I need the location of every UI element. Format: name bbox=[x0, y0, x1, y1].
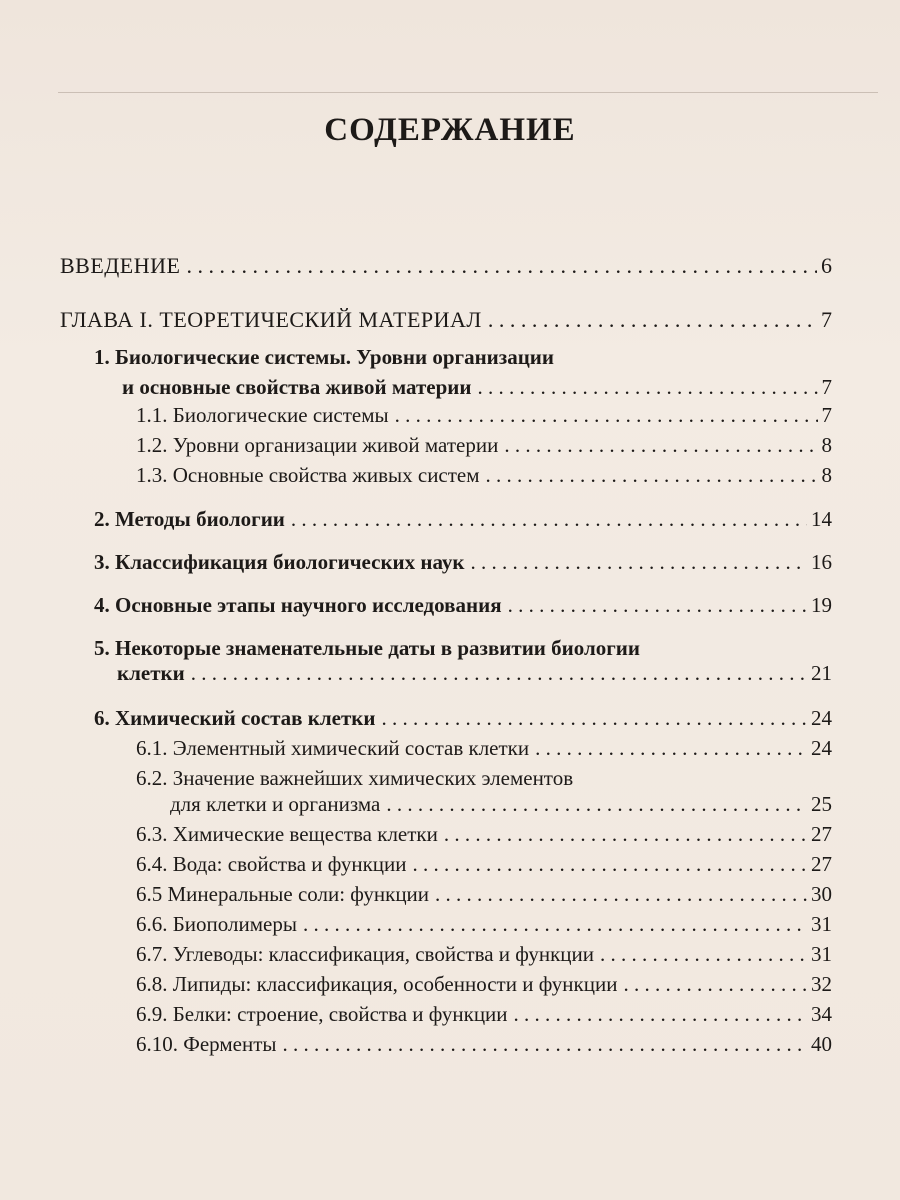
toc-page-number: 8 bbox=[821, 463, 832, 487]
toc-page-number: 16 bbox=[811, 550, 832, 574]
toc-page-number: 27 bbox=[811, 822, 832, 846]
toc-entry-label: 6.9. Белки: строение, свойства и функции bbox=[136, 1002, 508, 1026]
toc-entry-label: 6.10. Ферменты bbox=[136, 1032, 277, 1056]
toc-leader-dots bbox=[444, 822, 807, 846]
toc-entry-6-3[interactable] bbox=[60, 822, 832, 846]
toc-leader-dots bbox=[381, 706, 807, 730]
toc-entry-label: 6.5 Минеральные соли: функции bbox=[136, 882, 430, 906]
toc-entry-6-7[interactable] bbox=[60, 942, 832, 966]
running-head-rule bbox=[58, 92, 878, 93]
toc-entry-section-6[interactable] bbox=[60, 706, 832, 730]
toc-entry-6-4[interactable] bbox=[60, 852, 832, 876]
toc-entry-6-10[interactable] bbox=[60, 1032, 832, 1056]
toc-page-number: 7 bbox=[821, 375, 832, 399]
toc-entry-1-2[interactable] bbox=[60, 433, 832, 457]
toc-page-number: 31 bbox=[811, 942, 832, 966]
page-title: СОДЕРЖАНИЕ bbox=[324, 112, 576, 148]
toc-leader-dots bbox=[535, 736, 807, 760]
toc-entry-label: 6.7. Углеводы: классификация, свойства и функции bbox=[136, 942, 595, 966]
toc-entry-section-3[interactable] bbox=[60, 550, 832, 574]
toc-page-number: 32 bbox=[811, 972, 832, 996]
toc-entry-1-3[interactable] bbox=[60, 463, 832, 487]
toc-entry-label: и основные свойства живой материи bbox=[122, 375, 472, 399]
toc-leader-dots bbox=[435, 882, 807, 906]
toc-entry-6-8[interactable] bbox=[60, 972, 832, 996]
toc-entry-label: ВВЕДЕНИЕ bbox=[60, 253, 181, 278]
toc-entry-6-1[interactable] bbox=[60, 736, 832, 760]
toc-leader-dots bbox=[413, 852, 807, 876]
toc-leader-dots bbox=[186, 254, 817, 278]
toc-page-number: 7 bbox=[821, 403, 832, 427]
toc-page-number: 6 bbox=[821, 253, 832, 278]
toc-entry-label: 4. Основные этапы научного исследования bbox=[94, 593, 502, 617]
toc-entry-section-5[interactable] bbox=[60, 661, 832, 685]
toc-entry-section-5-line1: 5. Некоторые знаменательные даты в развитии биологии bbox=[94, 636, 640, 660]
toc-page-number: 34 bbox=[811, 1002, 832, 1026]
toc-leader-dots bbox=[191, 661, 807, 685]
toc-leader-dots bbox=[282, 1032, 807, 1056]
toc-entry-section-4[interactable] bbox=[60, 593, 832, 617]
toc-page-number: 25 bbox=[811, 792, 832, 816]
toc-page-number: 24 bbox=[811, 736, 832, 760]
toc-leader-dots bbox=[478, 375, 818, 399]
toc-leader-dots bbox=[386, 792, 807, 816]
toc-entry-introduction[interactable] bbox=[60, 254, 832, 278]
toc-entry-6-6[interactable] bbox=[60, 912, 832, 936]
toc-entry-label: 6.3. Химические вещества клетки bbox=[136, 822, 438, 846]
toc-leader-dots bbox=[291, 507, 807, 531]
toc-leader-dots bbox=[623, 972, 807, 996]
toc-entry-6-2-line1: 6.2. Значение важнейших химических элементов bbox=[136, 766, 574, 790]
toc-leader-dots bbox=[514, 1002, 807, 1026]
toc-entry-label: 3. Классификация биологических наук bbox=[94, 550, 465, 574]
toc-entry-6-9[interactable] bbox=[60, 1002, 832, 1026]
toc-leader-dots bbox=[600, 942, 807, 966]
toc-entry-label: ГЛАВА I. ТЕОРЕТИЧЕСКИЙ МАТЕРИАЛ bbox=[60, 307, 482, 332]
toc-page-number: 24 bbox=[811, 706, 832, 730]
toc-leader-dots bbox=[508, 593, 807, 617]
toc-entry-label: 1.3. Основные свойства живых систем bbox=[136, 463, 480, 487]
toc-entry-6-5[interactable] bbox=[60, 882, 832, 906]
toc-leader-dots bbox=[504, 433, 817, 457]
toc-entry-label: 2. Методы биологии bbox=[94, 507, 285, 531]
toc-entry-6-2[interactable] bbox=[60, 792, 832, 816]
toc-leader-dots bbox=[303, 912, 807, 936]
toc-entry-1-1[interactable] bbox=[60, 403, 832, 427]
toc-entry-label: 6.6. Биополимеры bbox=[136, 912, 297, 936]
toc-entry-label: 6.8. Липиды: классификация, особенности и функции bbox=[136, 972, 618, 996]
toc-page-number: 27 bbox=[811, 852, 832, 876]
toc-page-number: 14 bbox=[811, 507, 832, 531]
toc-leader-dots bbox=[488, 308, 817, 332]
toc-page-number: 7 bbox=[821, 307, 832, 332]
toc-page-number: 21 bbox=[811, 661, 832, 685]
toc-entry-label: клетки bbox=[117, 661, 185, 685]
toc-page-number: 40 bbox=[811, 1032, 832, 1056]
toc-entry-label: 6.4. Вода: свойства и функции bbox=[136, 852, 407, 876]
toc-leader-dots bbox=[395, 403, 818, 427]
toc-page-number: 31 bbox=[811, 912, 832, 936]
toc-entry-label: 6. Химический состав клетки bbox=[94, 706, 376, 730]
toc-entry-label: 1.2. Уровни организации живой материи bbox=[136, 433, 499, 457]
toc-entry-label: 6.1. Элементный химический состав клетки bbox=[136, 736, 530, 760]
toc-page-number: 19 bbox=[811, 593, 832, 617]
toc-page-number: 30 bbox=[811, 882, 832, 906]
toc-leader-dots bbox=[486, 463, 818, 487]
toc-leader-dots bbox=[471, 550, 807, 574]
toc-entry-section-1-line1: 1. Биологические системы. Уровни организации bbox=[94, 345, 555, 369]
toc-entry-section-1[interactable] bbox=[60, 375, 832, 399]
toc-page-number: 8 bbox=[821, 433, 832, 457]
toc-entry-section-2[interactable] bbox=[60, 507, 832, 531]
toc-entry-label: 1.1. Биологические системы bbox=[136, 403, 389, 427]
toc-entry-chapter-1[interactable] bbox=[60, 308, 832, 332]
toc-entry-label: для клетки и организма bbox=[170, 792, 381, 816]
